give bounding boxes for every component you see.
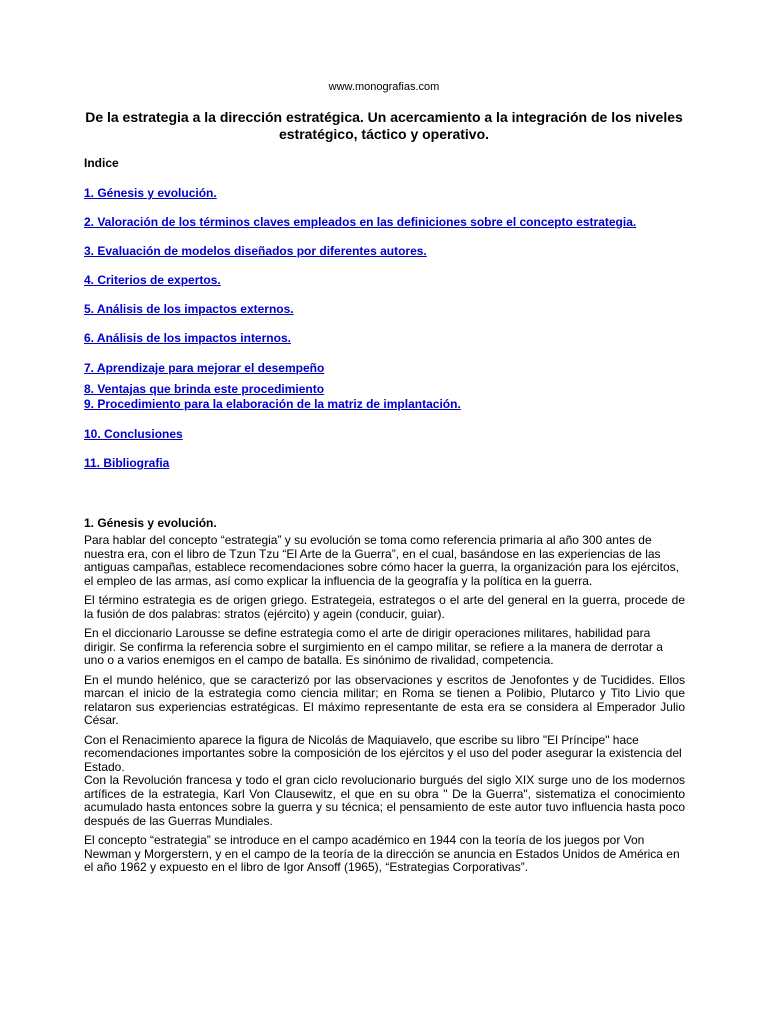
toc-link-1[interactable]: 1. Génesis y evolución. bbox=[84, 186, 217, 200]
toc-link-7[interactable]: 7. Aprendizaje para mejorar el desempeño bbox=[84, 361, 325, 375]
site-url: www.monografias.com bbox=[328, 81, 440, 93]
toc-link-5[interactable]: 5. Análisis de los impactos externos. bbox=[84, 302, 294, 316]
paragraph: Para hablar del concepto “estrategia” y su evolución se toma como referencia primaria al año 300 antes de nuestra era, con el libro de Tzun Tzu “El Arte de la Guerra”, en el cual, basándose en las experiencias de las antiguas campañas, establece recomendaciones sobre cómo hacer la guerra, la organización para los ejércitos, el empleo de las armas, así como explicar la influencia de la geografía y la política en la guerra. bbox=[84, 533, 680, 588]
paragraph: El concepto “estrategia” se introduce en el campo académico en 1944 con la teoría de los juegos por Von Newman y Morgerstern, y en el campo de la teoría de la dirección se anuncia en Estados Unidos de América en el año 1962 y expuesto en el libro de Igor Ansoff (1965), “Estrategias Corporativas”. bbox=[84, 833, 680, 874]
section-body bbox=[84, 534, 685, 881]
paragraph: Con la Revolución francesa y todo el gran ciclo revolucionario burgués del siglo XIX surge uno de los modernos artífices de la estrategia, Karl Von Clausewitz, el que en su obra " De la Guerra", sistematiza el conocimiento acumulado hasta entonces sobre la guerra y su técnica; el pensamiento de este autor tuvo influencia hasta poco después de las Guerras Mundiales. bbox=[84, 773, 685, 828]
paragraph: El término estrategia es de origen griego. Estrategeia, estrategos o el arte del general en la guerra, procede de la fusión de dos palabras: stratos (ejército) y agein (conducir, guiar). bbox=[84, 593, 685, 621]
toc-link-10[interactable]: 10. Conclusiones bbox=[84, 427, 183, 441]
toc-link-4[interactable]: 4. Criterios de expertos. bbox=[84, 273, 221, 287]
toc-link-8[interactable]: 8. Ventajas que brinda este procedimiento bbox=[84, 382, 325, 396]
toc-link-2[interactable]: 2. Valoración de los términos claves empleados en las definiciones sobre el concepto estrategia. bbox=[84, 215, 637, 229]
toc-link-6[interactable]: 6. Análisis de los impactos internos. bbox=[84, 331, 291, 345]
paragraph: En el mundo helénico, que se caracterizó por las observaciones y escritos de Jenofontes y de Tucidides. Ellos marcan el inicio de la estrategia como ciencia militar; en Roma se tienen a Polibio, Plutarco y Tito Livio que relataron sus experiencias estratégicas. El máximo representante de esta era se considera al Emperador Julio César. bbox=[84, 672, 685, 727]
section-heading: 1. Génesis y evolución. bbox=[84, 516, 217, 530]
toc-link-11[interactable]: 11. Bibliografia bbox=[84, 456, 170, 470]
toc-link-9[interactable]: 9. Procedimiento para la elaboración de la matriz de implantación. bbox=[84, 397, 461, 411]
index-heading: Indice bbox=[84, 156, 119, 170]
paragraph: Con el Renacimiento aparece la figura de Nicolás de Maquiavelo, que escribe su libro "El Príncipe" hace recomendaciones importantes sobre la composición de los ejércitos y el uso del poder asegurar la existencia del Estado. bbox=[84, 732, 682, 774]
toc-link-3[interactable]: 3. Evaluación de modelos diseñados por diferentes autores. bbox=[84, 244, 427, 258]
paragraph: En el diccionario Larousse se define estrategia como el arte de dirigir operaciones militares, habilidad para dirigir. Se confirma la referencia sobre el surgimiento en el campo militar, se refiere a la manera de derrotar a uno o a varios enemigos en el campo de batalla. Es sinónimo de rivalidad, competencia. bbox=[84, 626, 663, 667]
document-title: De la estrategia a la dirección estratégica. Un acercamiento a la integración de los niveles estratégico, táctico y operativo. bbox=[85, 109, 683, 142]
